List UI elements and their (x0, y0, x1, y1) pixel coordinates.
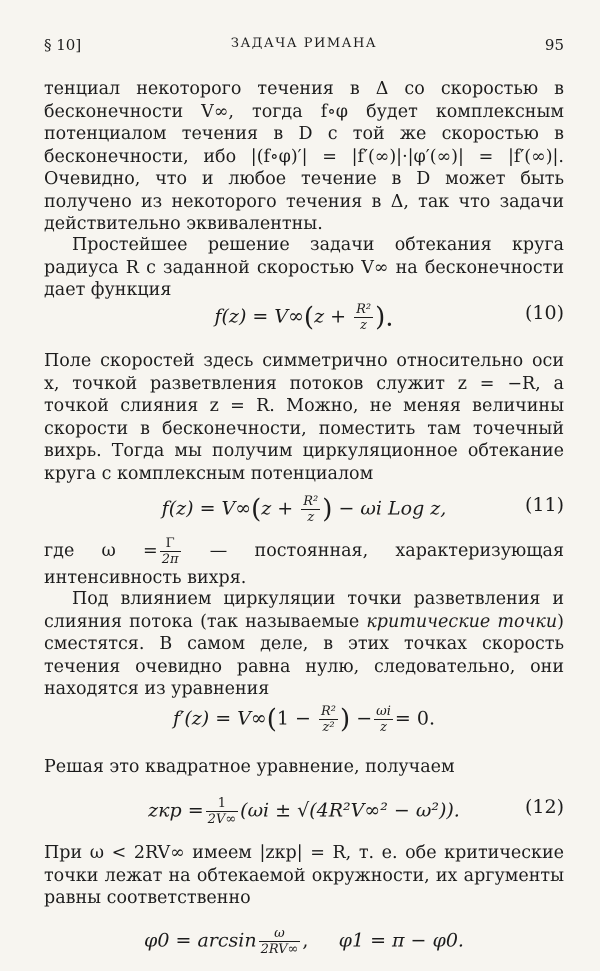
formula-10-open: ( (303, 302, 315, 333)
formula-deriv-frac2-den: z (380, 720, 387, 735)
page-header (44, 36, 564, 56)
formula-10 (44, 296, 564, 336)
equation-number-11: (11) (524, 494, 564, 516)
formula-deriv-open: ( (266, 704, 277, 735)
formula-deriv-minus: − (356, 707, 373, 730)
omega-frac-num: Γ (160, 536, 181, 552)
formula-12-frac-den: 2V∞ (207, 812, 237, 827)
formula-11-tail: − ωi Log z, (338, 497, 447, 520)
formula-10-frac-num: R² (356, 302, 372, 317)
omega-def-suffix: — постоянная, характеризующая интенсивность вихря. (44, 541, 564, 588)
omega-fraction (160, 536, 181, 567)
formula-phi (44, 920, 564, 960)
formula-11-lhs: f(z) = V∞ (161, 497, 252, 520)
formula-phi-frac-den: 2RV∞ (260, 942, 299, 957)
running-title: ЗАДАЧА РИМАНА (230, 36, 378, 51)
formula-10-lhs: f(z) = V∞ (214, 305, 304, 328)
paragraph-7: При ω < 2RV∞ имеем |zкр| = R, т. е. обе критические точки лежат на обтекаемой окружности, их аргументы равны соответственно (44, 843, 564, 908)
formula-deriv-frac1-den: z² (322, 720, 335, 735)
formula-10-body: z + (314, 305, 353, 328)
formula-deriv-rhs: = 0. (394, 707, 435, 730)
formula-deriv-fraction-1 (319, 704, 338, 735)
formula-10-fraction (354, 302, 373, 333)
formula-deriv-frac2-num: ωi (376, 704, 391, 719)
formula-12-body: (ωi ± √(4R²V∞² − ω²)). (240, 799, 460, 822)
omega-def-prefix: где ω = (44, 541, 158, 561)
paragraph-5-a: Под влиянием циркуляции точки разветвления и слияния потока (так называемые (44, 589, 564, 632)
omega-frac-den: 2π (161, 552, 179, 567)
formula-deriv-lhs: f′(z) = V∞ (173, 707, 267, 730)
formula-phi0-lhs: φ0 = arcsin (144, 929, 257, 952)
formula-deriv-close: ) (340, 704, 351, 735)
formula-12-lhs: zкр = (148, 799, 204, 822)
formula-phi-frac-num: ω (259, 926, 301, 942)
formula-11 (44, 488, 564, 528)
critical-points-term: критические точки (366, 611, 558, 632)
paragraph-6: Решая это квадратное уравнение, получаем (44, 757, 455, 777)
formula-12 (44, 790, 564, 830)
paragraph-4 (44, 536, 564, 590)
formula-12-frac-num: 1 (206, 796, 239, 812)
formula-deriv-frac1-num: R² (321, 704, 336, 719)
formula-11-body: z + (261, 497, 300, 520)
formula-phi1: φ1 = π − φ0. (338, 929, 464, 952)
paragraph-2-text: Простейшее решение задачи обтекания круга радиуса R с заданной скоростью V∞ на бесконечности дает функция (44, 235, 564, 300)
formula-phi-fraction (259, 926, 301, 957)
paragraph-5-b: ) сместятся. В самом деле, в этих точках скорость течения очевидно равна нулю, следовательно, они находятся из уравнения (44, 611, 564, 699)
formula-derivative (44, 698, 564, 738)
formula-10-close: ). (375, 302, 394, 333)
formula-10-frac-den: z (360, 318, 367, 333)
paragraph-5 (44, 588, 564, 701)
formula-11-close: ) (322, 494, 333, 525)
formula-11-frac-num: R² (303, 494, 319, 509)
equation-number-10: (10) (524, 302, 564, 324)
paragraph-3: Поле скоростей здесь симметрично относительно оси x, точкой разветвления потоков служит z = −R, а точкой слияния z = R. Можно, не меняя величины скорости в бесконечности, поместить там точечный вихрь. Тогда мы получим циркуляционное обтекание круга с комплексным потенциалом (44, 351, 564, 484)
paragraph-1: тенциал некоторого течения в Δ со скоростью в бесконечности V∞, тогда f∘φ будет комплексным потенциалом течения в D с той же скоростью в бесконечности, ибо |(f∘φ)′| = |f′(∞)|·|φ′(∞)| = |f′(∞)|. Очевидно, что и любое течение в D может быть получено из некоторого течения в Δ, так что задачи действительно эквивалентны. (44, 79, 564, 234)
formula-11-fraction (301, 494, 320, 525)
page-number: 95 (544, 36, 564, 54)
formula-phi-sep: , (302, 929, 309, 952)
formula-11-open: ( (251, 494, 262, 525)
formula-deriv-body: 1 − (276, 707, 317, 730)
formula-11-frac-den: z (307, 510, 315, 525)
formula-deriv-fraction-2 (374, 704, 393, 735)
paragraph-2 (44, 234, 564, 302)
section-ref: § 10] (44, 36, 82, 54)
formula-12-fraction (206, 796, 239, 827)
equation-number-12: (12) (524, 796, 564, 818)
